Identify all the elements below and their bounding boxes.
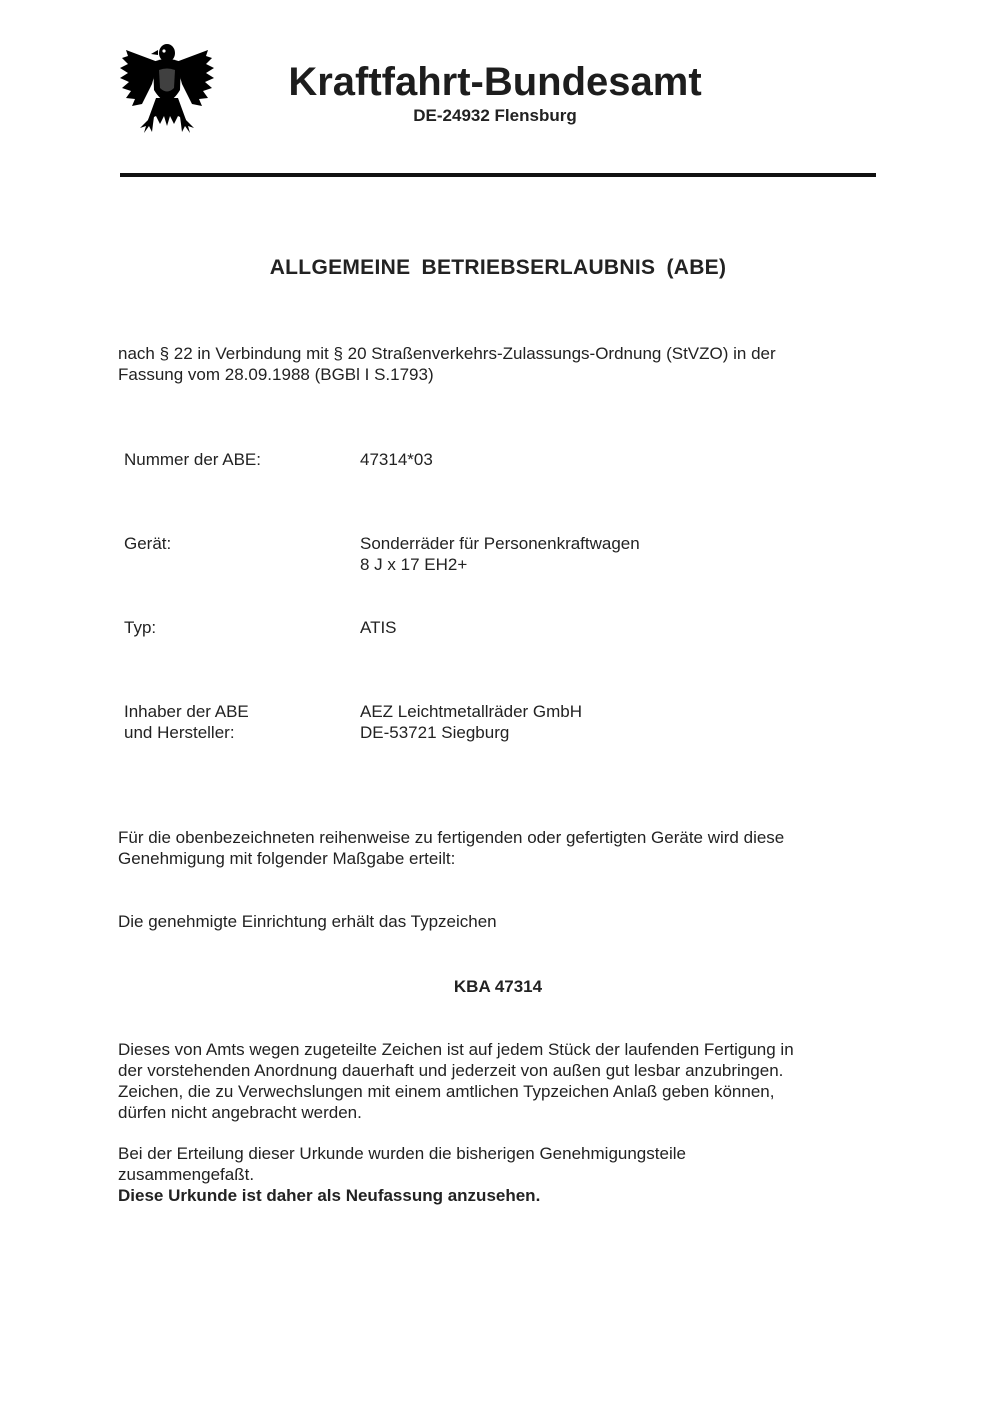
field-label-line: Inhaber der ABE [124, 702, 249, 721]
field-label [124, 617, 354, 638]
field-value-line: AEZ Leichtmetallräder GmbH [360, 702, 583, 721]
field-label [124, 533, 354, 554]
consolidation-paragraph [118, 1143, 868, 1206]
authority-address: DE-24932 Flensburg [413, 106, 577, 125]
legal-basis-paragraph [118, 343, 868, 385]
authority-name: Kraftfahrt-Bundesamt [288, 60, 702, 104]
field-value-line: ATIS [360, 618, 397, 637]
field-label-line: und Hersteller: [124, 723, 235, 742]
legal-basis-line: Fassung vom 28.09.1988 (BGBl I S.1793) [118, 365, 434, 384]
consolidation-note: Diese Urkunde ist daher als Neufassung anzusehen. [118, 1186, 541, 1205]
paragraph-line: der vorstehenden Anordnung dauerhaft und jederzeit von außen gut lesbar anzubringen. [118, 1061, 784, 1080]
field-value [360, 701, 860, 743]
field-value [360, 533, 860, 575]
paragraph-line: Für die obenbezeichneten reihenweise zu fertigenden oder gefertigten Geräte wird diese [118, 828, 785, 847]
type-mark-intro: Die genehmigte Einrichtung erhält das Typzeichen [118, 912, 497, 931]
field-value-line: DE-53721 Siegburg [360, 723, 510, 742]
paragraph-line: Genehmigung mit folgender Maßgabe erteilt: [118, 849, 456, 868]
field-label-line: Typ: [124, 618, 157, 637]
federal-eagle-icon [118, 40, 216, 140]
approval-intro-paragraph [118, 827, 868, 869]
field-value-line: Sonderräder für Personenkraftwagen [360, 534, 640, 553]
field-label-line: Nummer der ABE: [124, 450, 261, 469]
field-value [360, 617, 860, 638]
field-value [360, 449, 860, 470]
paragraph-line: Bei der Erteilung dieser Urkunde wurden die bisherigen Genehmigungsteile [118, 1144, 686, 1163]
paragraph-line: Zeichen, die zu Verwechslungen mit einem amtlichen Typzeichen Anlaß geben können, [118, 1082, 775, 1101]
legal-basis-line: nach § 22 in Verbindung mit § 20 Straßenverkehrs-Zulassungs-Ordnung (StVZO) in der [118, 344, 776, 363]
field-value-line: 47314*03 [360, 450, 433, 469]
document-title: ALLGEMEINE BETRIEBSERLAUBNIS (ABE) [269, 256, 727, 279]
paragraph-line: Dieses von Amts wegen zugeteilte Zeichen ist auf jedem Stück der laufenden Fertigung in [118, 1040, 794, 1059]
header-divider [120, 173, 876, 177]
field-label [124, 701, 354, 743]
paragraph-line: zusammengefaßt. [118, 1165, 255, 1184]
field-value-line: 8 J x 17 EH2+ [360, 555, 468, 574]
field-label-line: Gerät: [124, 534, 172, 553]
type-mark: KBA 47314 [453, 977, 543, 996]
type-mark-rules-paragraph [118, 1039, 868, 1123]
field-label [124, 449, 354, 470]
paragraph-line: dürfen nicht angebracht werden. [118, 1103, 362, 1122]
